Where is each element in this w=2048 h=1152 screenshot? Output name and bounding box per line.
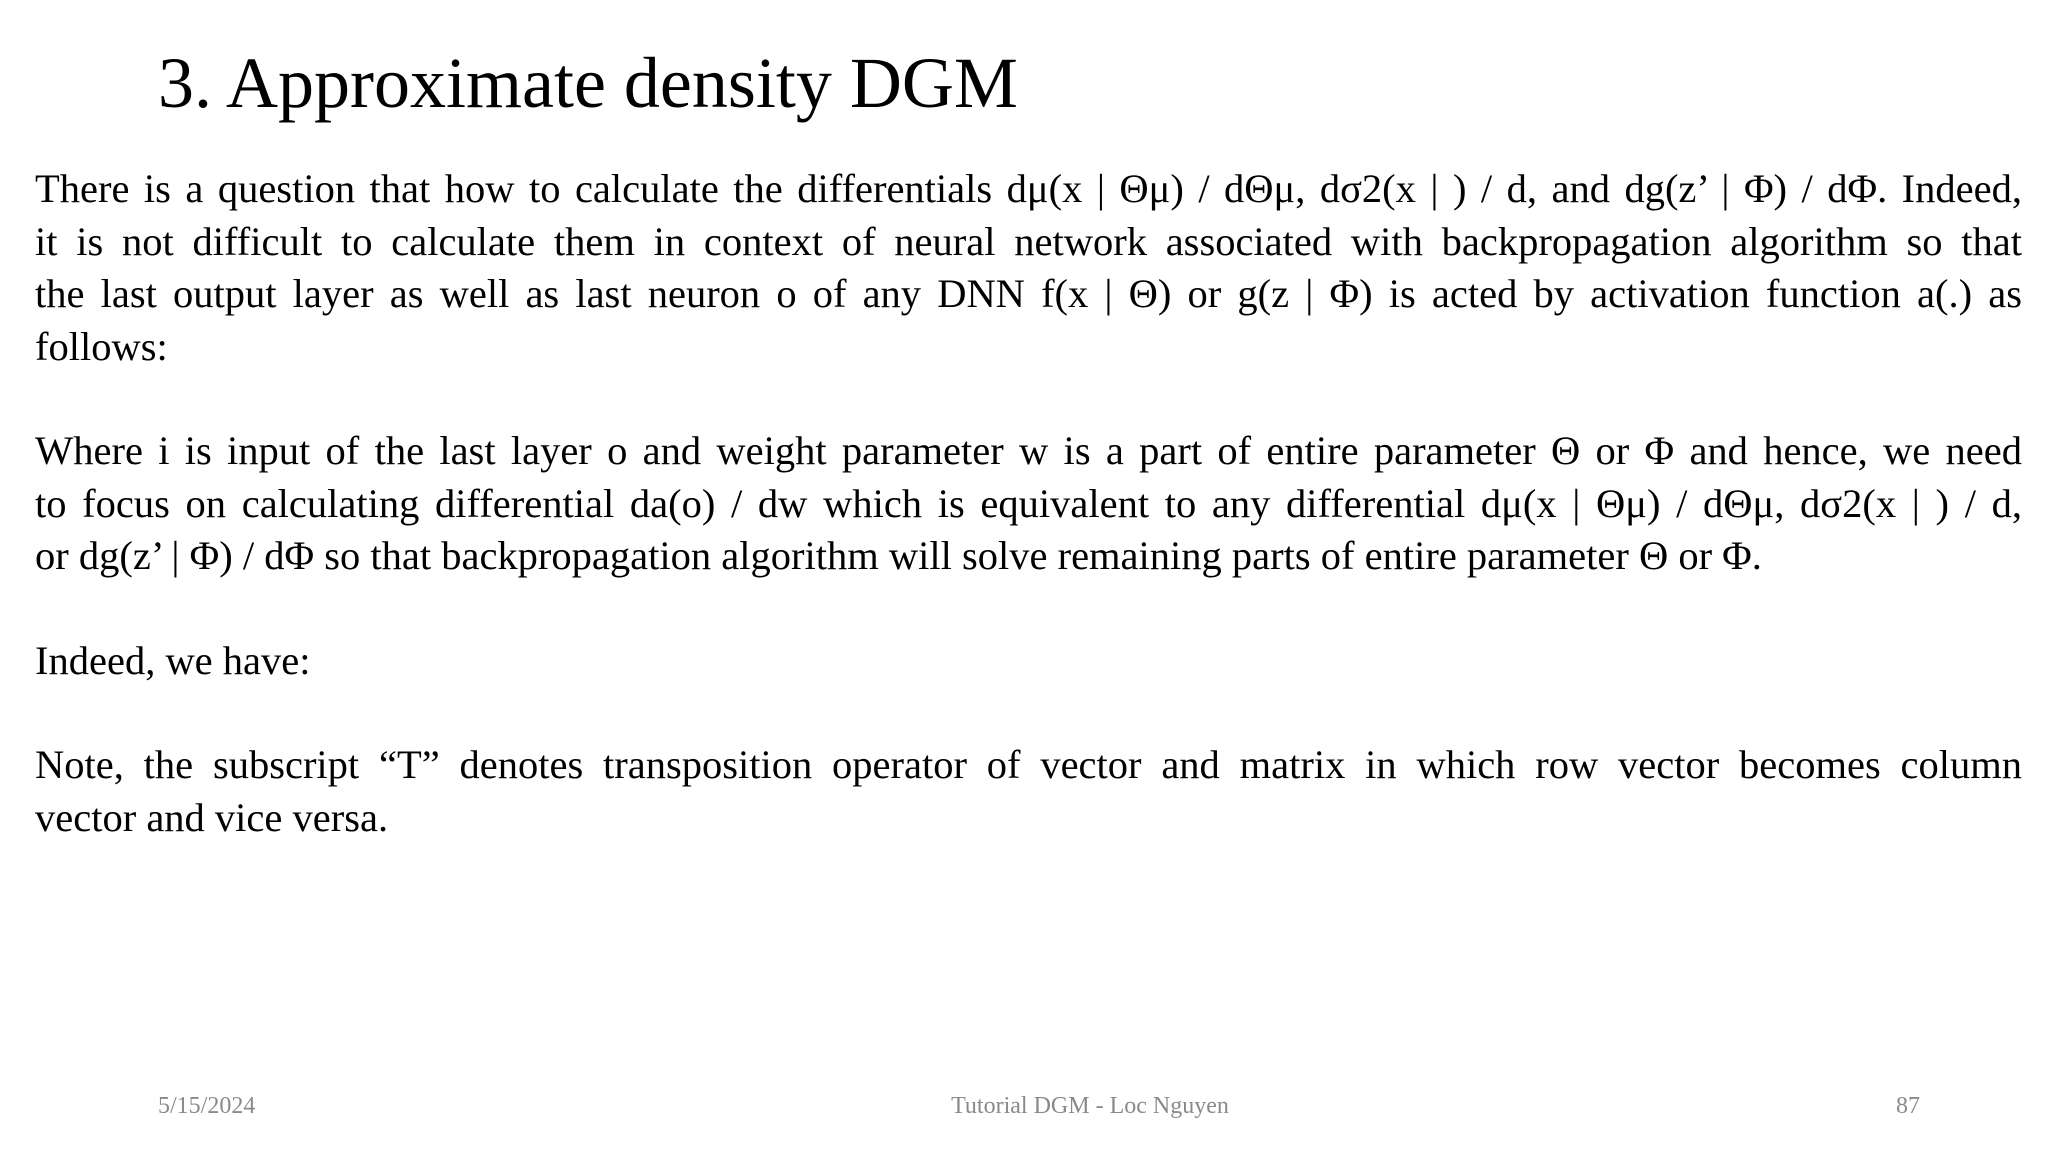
slide-title: 3. Approximate density DGM (158, 43, 1018, 123)
text-line: or dg(z’ | Φ) / dΦ so that backpropagation algorithm will solve remaining parts of entire parameter Θ or Φ. (35, 533, 1762, 578)
footer-page-number: 87 (1896, 1093, 1920, 1119)
paragraph-differentials-question (35, 163, 2022, 373)
equation-placeholder (35, 373, 2022, 425)
text-line: Indeed, we have: (35, 637, 311, 683)
paragraph-weight-parameter (35, 425, 2022, 583)
paragraph-indeed (35, 635, 2022, 688)
text-line: Where i is input of the last layer o and weight parameter w is a part of entire parameter Θ or Φ and hence, we need (35, 428, 2022, 473)
text-line: the last output layer as well as last neuron o of any DNN f(x | Θ) or g(z | Φ) is acted by activation function a(.) as (35, 271, 2022, 316)
text-line: Note, the subscript “T” denotes transposition operator of vector and matrix in which row vector becomes column (35, 742, 2022, 787)
text-line: to focus on calculating differential da(o) / dw which is equivalent to any differential dμ(x | Θμ) / dΘμ, dσ2(x | ) / d, (35, 480, 2022, 526)
footer-date: 5/15/2024 (158, 1093, 256, 1119)
text-line: There is a question that how to calculate the differentials dμ(x | Θμ) / dΘμ, dσ2(x | ) / d, and dg(z’ | Φ) / dΦ. Indeed, (35, 166, 2022, 211)
paragraph-transposition-note (35, 739, 2022, 844)
text-line: it is not difficult to calculate them in context of neural network associated with backpropagation algorithm so that (35, 218, 2022, 264)
text-line: follows: (35, 323, 168, 369)
equation-placeholder (35, 687, 2022, 739)
blank-line (35, 583, 2022, 635)
footer-title: Tutorial DGM - Loc Nguyen (951, 1093, 1229, 1119)
text-line: vector and vice versa. (35, 794, 389, 840)
slide-body (35, 163, 2022, 844)
